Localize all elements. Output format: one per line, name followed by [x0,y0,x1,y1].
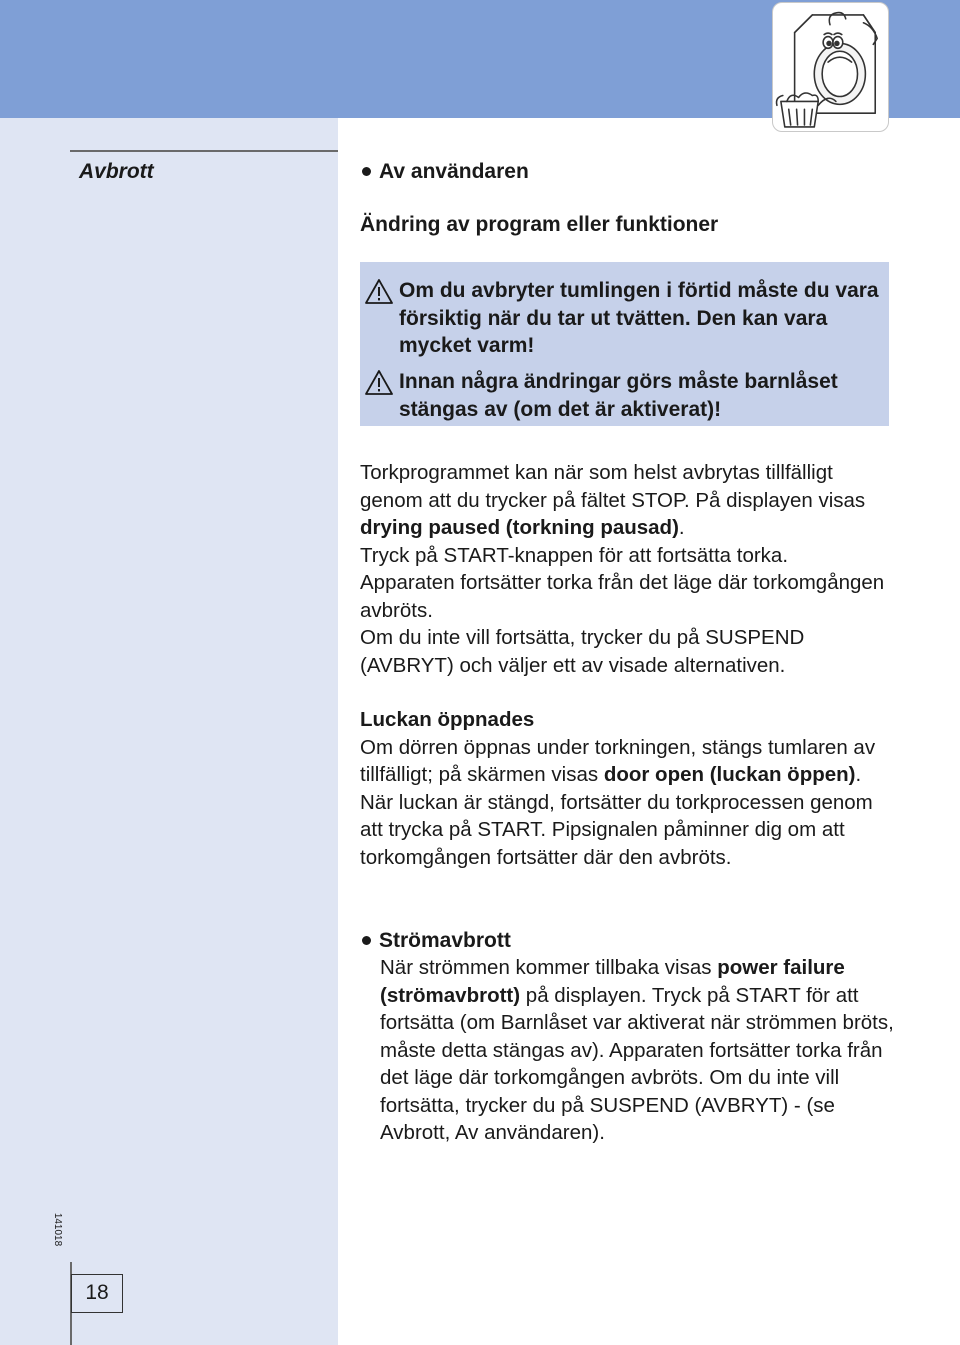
bullet-dot [362,936,371,945]
pause-text: Torkprogrammet kan när som helst avbrytas tillfälligt genom att du trycker på fältet STOP. På displayen visas [360,461,866,512]
bullet-dot [362,167,371,176]
warning-item [364,368,879,423]
side-panel [0,118,338,1345]
document-code [53,1212,69,1252]
sidebar-title: Avbrott [79,160,154,183]
page-number: 18 [71,1274,123,1313]
warning-item [364,277,879,360]
door-heading: Luckan öppnades [360,708,535,731]
door-text: Om dörren öppnas under torkningen, stängs tumlaren av tillfälligt; på skärmen visas [360,735,876,786]
bullet-by-user [360,158,529,185]
pause-suspend-info: Om du inte vill fortsätta, trycker du på SUSPEND (AVBRYT) och väljer ett av visade alternativen. [360,626,805,677]
door-paragraph [360,706,890,871]
pause-text-end: . [678,516,685,539]
document-code-text: 141018 [52,1212,64,1247]
door-text-end: . [855,763,862,786]
power-display-message: power failure (strömavbrott) [380,956,845,1007]
pause-paragraph [360,459,890,679]
section-subheading: Ändring av program eller funktioner [360,213,719,236]
door-display-message: door open (luckan öppen) [603,763,856,786]
pause-display-message: drying paused (torkning pausad) [360,516,679,539]
bullet-power-failure [360,927,511,954]
power-text-end: på displayen. Tryck på START för att fortsätta (om Barnlåset var aktiverat när strömmen bröts, måste detta stängas av). Apparaten fortsätter torka från det läge där torkomgången avbröts. Om du inte vill fortsätta, trycker du på SUSPEND (AVBRYT) - (se Avbrott, Av användaren). [380,983,894,1144]
warning-text: Om du avbryter tumlingen i förtid måste du vara försiktig när du tar ut tvätten. Den kan vara mycket varm! [399,279,879,357]
dryer-mascot-icon [773,3,888,131]
power-failure-paragraph [380,954,895,1147]
warning-box [360,262,889,426]
power-text: När strömmen kommer tillbaka visas [380,956,718,979]
warning-text: Innan några ändringar görs måste barnlåset stängas av (om det är aktiverat)! [399,370,838,421]
door-resume-info: När luckan är stängd, fortsätter du torkprocessen genom att trycka på START. Pipsignalen påminner dig om att torkomgången fortsätter där den avbröts. [360,790,873,869]
warning-triangle-icon [364,278,394,305]
pause-resume-info: Apparaten fortsätter torka från det läge där torkomgången avbröts. [360,571,885,622]
pause-start-instruction: Tryck på START-knappen för att fortsätta torka. [360,543,789,567]
bullet-power-failure-label: Strömavbrott [379,929,511,952]
bullet-by-user-label: Av användaren [379,160,529,183]
warning-triangle-icon [364,369,394,396]
dryer-mascot-illustration [772,2,889,132]
sidebar-divider [70,150,338,152]
